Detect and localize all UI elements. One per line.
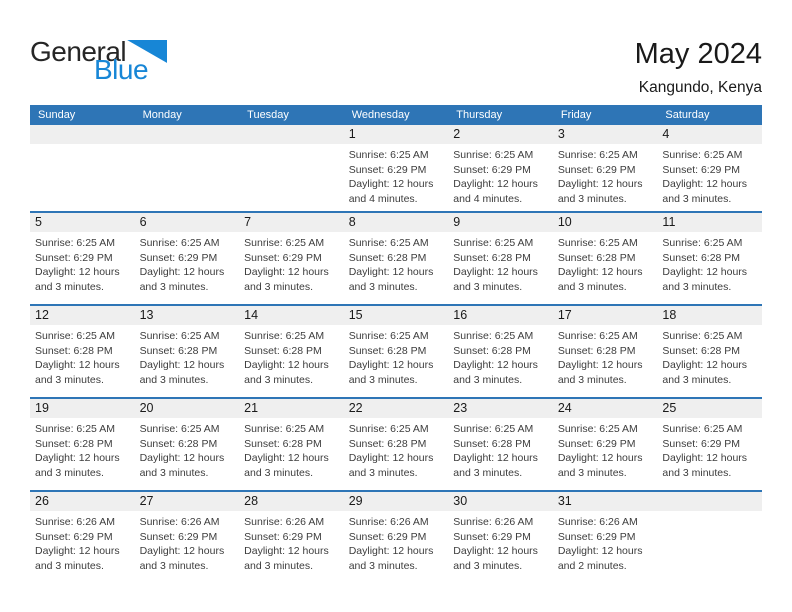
date-number: 18 <box>662 308 677 322</box>
daylight-text-line1: Daylight: 12 hours <box>348 178 434 190</box>
day-details <box>657 144 762 206</box>
day-details <box>135 418 240 480</box>
sunrise-text: Sunrise: 6:25 AM <box>557 423 638 435</box>
day-details <box>657 511 762 515</box>
calendar-day-cell <box>657 213 762 304</box>
date-number: 29 <box>348 494 363 508</box>
date-number: 5 <box>35 215 42 229</box>
daylight-text-line2: and 3 minutes. <box>662 373 732 386</box>
date-number: 19 <box>35 401 49 415</box>
sunset-text: Sunset: 6:29 PM <box>662 163 741 176</box>
sunrise-text: Sunrise: 6:25 AM <box>662 423 743 435</box>
date-strip <box>135 306 240 325</box>
calendar-day-cell <box>344 213 449 304</box>
day-details <box>553 144 658 206</box>
sunset-text: Sunset: 6:28 PM <box>35 344 113 357</box>
date-number: 11 <box>662 215 676 229</box>
day-details <box>30 232 135 294</box>
date-strip <box>553 399 658 418</box>
calendar-week-row <box>30 125 762 211</box>
date-strip <box>553 213 658 232</box>
sunset-text: Sunset: 6:28 PM <box>348 251 427 264</box>
daylight-text-line2: and 3 minutes. <box>453 559 523 572</box>
calendar-day-cell <box>239 399 344 490</box>
sunset-text: Sunset: 6:28 PM <box>453 344 531 357</box>
calendar-day-cell <box>135 492 240 583</box>
day-details <box>135 144 240 148</box>
calendar-day-cell <box>135 306 240 397</box>
date-strip <box>448 399 553 418</box>
date-strip <box>553 125 658 144</box>
sunrise-text: Sunrise: 6:26 AM <box>557 516 638 528</box>
date-strip <box>448 125 553 144</box>
date-number: 21 <box>244 401 259 415</box>
sunrise-text: Sunrise: 6:26 AM <box>35 516 115 528</box>
sunset-text: Sunset: 6:29 PM <box>139 251 218 264</box>
date-strip <box>135 492 240 511</box>
calendar-day-cell <box>448 213 553 304</box>
date-number: 23 <box>453 401 468 415</box>
sunset-text: Sunset: 6:28 PM <box>662 251 741 264</box>
daylight-text-line2: and 3 minutes. <box>348 466 418 479</box>
date-number: 22 <box>348 401 363 415</box>
sunrise-text: Sunrise: 6:25 AM <box>35 237 115 249</box>
date-strip <box>239 213 344 232</box>
day-details <box>135 232 240 294</box>
daylight-text-line1: Daylight: 12 hours <box>453 178 538 190</box>
date-strip <box>30 399 135 418</box>
daylight-text-line1: Daylight: 12 hours <box>662 452 748 464</box>
daylight-text-line1: Daylight: 12 hours <box>453 266 538 278</box>
daylight-text-line2: and 3 minutes. <box>453 466 523 479</box>
date-number: 8 <box>348 215 356 229</box>
sunset-text: Sunset: 6:29 PM <box>348 530 427 543</box>
date-strip <box>553 492 658 511</box>
daylight-text-line2: and 3 minutes. <box>557 192 627 205</box>
date-strip <box>448 213 553 232</box>
day-header: Thursday <box>456 109 503 121</box>
calendar-week-row <box>30 211 762 304</box>
calendar-day-cell <box>448 492 553 583</box>
calendar-week-row <box>30 304 762 397</box>
date-strip <box>448 492 553 511</box>
sunrise-text: Sunrise: 6:26 AM <box>453 516 534 528</box>
daylight-text-line2: and 3 minutes. <box>662 466 732 479</box>
sunrise-text: Sunrise: 6:25 AM <box>348 237 429 249</box>
day-details <box>239 511 344 573</box>
date-number: 2 <box>453 127 461 141</box>
daylight-text-line2: and 3 minutes. <box>453 373 523 386</box>
sunset-text: Sunset: 6:29 PM <box>244 530 322 543</box>
sunrise-text: Sunrise: 6:25 AM <box>557 330 638 342</box>
daylight-text-line1: Daylight: 12 hours <box>662 359 748 371</box>
daylight-text-line2: and 3 minutes. <box>139 466 209 479</box>
calendar-weeks <box>30 125 762 583</box>
calendar-day-cell <box>657 125 762 211</box>
daylight-text-line1: Daylight: 12 hours <box>453 359 538 371</box>
calendar-day-cell <box>344 399 449 490</box>
daylight-text-line2: and 3 minutes. <box>662 280 732 293</box>
calendar-day-cell <box>448 125 553 211</box>
date-number: 9 <box>453 215 461 229</box>
sunset-text: Sunset: 6:29 PM <box>557 163 636 176</box>
daylight-text-line2: and 3 minutes. <box>139 559 209 572</box>
sunrise-text: Sunrise: 6:25 AM <box>557 149 638 161</box>
calendar <box>30 105 762 583</box>
daylight-text-line2: and 3 minutes. <box>244 280 314 293</box>
daylight-text-line1: Daylight: 12 hours <box>557 452 643 464</box>
date-strip <box>135 399 240 418</box>
calendar-day-cell <box>30 213 135 304</box>
calendar-day-cell <box>553 125 658 211</box>
sunset-text: Sunset: 6:29 PM <box>139 530 218 543</box>
daylight-text-line1: Daylight: 12 hours <box>139 266 225 278</box>
calendar-day-cell <box>448 399 553 490</box>
daylight-text-line2: and 3 minutes. <box>453 280 523 293</box>
page-title: May 2024 <box>634 38 762 70</box>
calendar-day-cell <box>239 492 344 583</box>
day-details <box>135 511 240 573</box>
calendar-day-cell <box>135 125 240 211</box>
daylight-text-line2: and 3 minutes. <box>244 373 314 386</box>
sunrise-text: Sunrise: 6:25 AM <box>35 330 115 342</box>
sunrise-text: Sunrise: 6:25 AM <box>244 237 325 249</box>
daylight-text-line2: and 3 minutes. <box>35 559 104 572</box>
daylight-text-line2: and 3 minutes. <box>348 559 418 572</box>
daylight-text-line2: and 3 minutes. <box>244 466 314 479</box>
daylight-text-line2: and 3 minutes. <box>35 466 104 479</box>
date-number: 4 <box>662 127 670 141</box>
date-number: 30 <box>453 494 468 508</box>
sunrise-text: Sunrise: 6:25 AM <box>453 237 534 249</box>
calendar-week-row <box>30 397 762 490</box>
day-details <box>30 418 135 480</box>
sunset-text: Sunset: 6:29 PM <box>453 530 531 543</box>
date-number: 6 <box>139 215 147 229</box>
calendar-day-cell <box>30 306 135 397</box>
sunset-text: Sunset: 6:29 PM <box>453 163 531 176</box>
daylight-text-line2: and 3 minutes. <box>35 280 104 293</box>
sunrise-text: Sunrise: 6:25 AM <box>244 423 325 435</box>
sunset-text: Sunset: 6:29 PM <box>35 251 113 264</box>
sunrise-text: Sunrise: 6:26 AM <box>348 516 429 528</box>
date-number: 28 <box>244 494 259 508</box>
day-details <box>344 418 449 480</box>
sunset-text: Sunset: 6:28 PM <box>139 437 218 450</box>
sunset-text: Sunset: 6:28 PM <box>348 437 427 450</box>
day-details <box>239 232 344 294</box>
sunset-text: Sunset: 6:28 PM <box>453 251 531 264</box>
day-details <box>135 325 240 387</box>
day-details <box>657 325 762 387</box>
date-strip <box>657 213 762 232</box>
day-header: Tuesday <box>247 109 289 121</box>
date-strip <box>344 213 449 232</box>
date-number: 1 <box>348 127 356 141</box>
sunrise-text: Sunrise: 6:25 AM <box>139 237 220 249</box>
daylight-text-line2: and 3 minutes. <box>557 373 627 386</box>
day-details <box>448 144 553 206</box>
sunrise-text: Sunrise: 6:25 AM <box>348 149 429 161</box>
date-strip <box>135 125 240 144</box>
date-strip <box>553 306 658 325</box>
page-header <box>30 38 762 97</box>
daylight-text-line1: Daylight: 12 hours <box>348 359 434 371</box>
date-number: 16 <box>453 308 468 322</box>
date-number: 27 <box>139 494 154 508</box>
date-number: 13 <box>139 308 154 322</box>
day-details <box>448 418 553 480</box>
date-strip <box>239 492 344 511</box>
calendar-day-cell <box>30 492 135 583</box>
daylight-text-line2: and 4 minutes. <box>453 192 523 205</box>
calendar-day-cell <box>344 492 449 583</box>
calendar-day-cell <box>239 306 344 397</box>
day-details <box>553 325 658 387</box>
sunset-text: Sunset: 6:28 PM <box>139 344 218 357</box>
day-header: Wednesday <box>351 109 410 121</box>
date-number: 3 <box>557 127 565 141</box>
sunset-text: Sunset: 6:28 PM <box>348 344 427 357</box>
day-header: Monday <box>142 109 182 121</box>
daylight-text-line1: Daylight: 12 hours <box>244 359 329 371</box>
date-number: 26 <box>35 494 49 508</box>
day-details <box>344 144 449 206</box>
sunset-text: Sunset: 6:28 PM <box>244 437 322 450</box>
date-strip <box>448 306 553 325</box>
date-strip <box>239 125 344 144</box>
daylight-text-line2: and 3 minutes. <box>244 559 314 572</box>
calendar-day-cell <box>344 306 449 397</box>
general-blue-logo <box>30 38 220 96</box>
date-strip <box>30 213 135 232</box>
calendar-day-cell <box>657 399 762 490</box>
date-strip <box>344 306 449 325</box>
date-number: 7 <box>244 215 252 229</box>
day-details <box>448 325 553 387</box>
daylight-text-line1: Daylight: 12 hours <box>348 266 434 278</box>
daylight-text-line1: Daylight: 12 hours <box>557 359 643 371</box>
day-details <box>448 511 553 573</box>
day-header: Sunday <box>38 109 76 121</box>
daylight-text-line1: Daylight: 12 hours <box>35 359 120 371</box>
day-details <box>30 325 135 387</box>
date-strip <box>135 213 240 232</box>
date-strip <box>344 399 449 418</box>
sunset-text: Sunset: 6:28 PM <box>557 251 636 264</box>
sunset-text: Sunset: 6:28 PM <box>35 437 113 450</box>
date-number: 31 <box>557 494 572 508</box>
sunrise-text: Sunrise: 6:25 AM <box>348 423 429 435</box>
daylight-text-line1: Daylight: 12 hours <box>662 266 748 278</box>
sunrise-text: Sunrise: 6:25 AM <box>348 330 429 342</box>
daylight-text-line1: Daylight: 12 hours <box>244 545 329 557</box>
calendar-day-cell <box>553 306 658 397</box>
date-number: 25 <box>662 401 677 415</box>
date-number: 17 <box>557 308 572 322</box>
sunrise-text: Sunrise: 6:25 AM <box>453 423 534 435</box>
sunrise-text: Sunrise: 6:25 AM <box>662 149 743 161</box>
day-details <box>239 418 344 480</box>
calendar-week-row <box>30 490 762 583</box>
location-subtitle: Kangundo, Kenya <box>638 79 762 96</box>
sunrise-text: Sunrise: 6:25 AM <box>139 423 220 435</box>
day-details <box>553 232 658 294</box>
date-strip <box>657 492 762 511</box>
calendar-day-cell <box>657 492 762 583</box>
daylight-text-line2: and 3 minutes. <box>139 373 209 386</box>
sunrise-text: Sunrise: 6:25 AM <box>557 237 638 249</box>
date-strip <box>657 125 762 144</box>
day-header-row <box>30 105 762 125</box>
logo-general-label: General <box>30 36 127 67</box>
date-strip <box>30 306 135 325</box>
calendar-day-cell <box>239 125 344 211</box>
day-details <box>30 144 135 148</box>
daylight-text-line1: Daylight: 12 hours <box>348 452 434 464</box>
title-block <box>635 38 762 97</box>
calendar-day-cell <box>135 399 240 490</box>
sunrise-text: Sunrise: 6:25 AM <box>662 237 743 249</box>
daylight-text-line1: Daylight: 12 hours <box>139 545 225 557</box>
daylight-text-line1: Daylight: 12 hours <box>557 178 643 190</box>
daylight-text-line2: and 3 minutes. <box>139 280 209 293</box>
daylight-text-line1: Daylight: 12 hours <box>453 452 538 464</box>
daylight-text-line1: Daylight: 12 hours <box>557 545 643 557</box>
sunset-text: Sunset: 6:29 PM <box>662 437 741 450</box>
date-strip <box>239 399 344 418</box>
day-details <box>239 325 344 387</box>
day-details <box>657 232 762 294</box>
date-number: 10 <box>557 215 572 229</box>
day-details <box>344 511 449 573</box>
date-strip <box>344 492 449 511</box>
sunset-text: Sunset: 6:29 PM <box>348 163 427 176</box>
day-details <box>657 418 762 480</box>
date-strip <box>657 399 762 418</box>
sunrise-text: Sunrise: 6:25 AM <box>453 330 534 342</box>
daylight-text-line2: and 3 minutes. <box>348 373 418 386</box>
date-strip <box>344 125 449 144</box>
date-strip <box>239 306 344 325</box>
date-strip <box>30 125 135 144</box>
date-strip <box>657 306 762 325</box>
logo-text-blue: Blue <box>94 54 149 85</box>
day-details <box>553 418 658 480</box>
day-details <box>30 511 135 573</box>
date-number: 24 <box>557 401 572 415</box>
daylight-text-line1: Daylight: 12 hours <box>35 545 120 557</box>
day-header: Saturday <box>665 109 710 121</box>
daylight-text-line1: Daylight: 12 hours <box>244 452 329 464</box>
daylight-text-line1: Daylight: 12 hours <box>139 452 225 464</box>
calendar-day-cell <box>553 399 658 490</box>
day-header: Friday <box>560 109 592 121</box>
sunset-text: Sunset: 6:28 PM <box>557 344 636 357</box>
daylight-text-line2: and 4 minutes. <box>348 192 418 205</box>
sunrise-text: Sunrise: 6:26 AM <box>139 516 220 528</box>
date-number: 14 <box>244 308 259 322</box>
daylight-text-line2: and 3 minutes. <box>557 466 627 479</box>
sunset-text: Sunset: 6:29 PM <box>35 530 113 543</box>
day-details <box>553 511 658 573</box>
calendar-day-cell <box>30 399 135 490</box>
calendar-day-cell <box>553 213 658 304</box>
calendar-day-cell <box>344 125 449 211</box>
day-details <box>344 232 449 294</box>
calendar-day-cell <box>135 213 240 304</box>
daylight-text-line1: Daylight: 12 hours <box>453 545 538 557</box>
date-number: 15 <box>348 308 363 322</box>
calendar-day-cell <box>239 213 344 304</box>
sunrise-text: Sunrise: 6:25 AM <box>35 423 115 435</box>
calendar-day-cell <box>657 306 762 397</box>
daylight-text-line2: and 3 minutes. <box>35 373 104 386</box>
daylight-text-line2: and 3 minutes. <box>557 280 627 293</box>
sunrise-text: Sunrise: 6:26 AM <box>244 516 325 528</box>
daylight-text-line2: and 3 minutes. <box>348 280 418 293</box>
daylight-text-line1: Daylight: 12 hours <box>244 266 329 278</box>
day-details <box>344 325 449 387</box>
daylight-text-line2: and 3 minutes. <box>662 192 732 205</box>
daylight-text-line1: Daylight: 12 hours <box>348 545 434 557</box>
sunset-text: Sunset: 6:29 PM <box>557 437 636 450</box>
day-details <box>239 144 344 148</box>
day-details <box>448 232 553 294</box>
sunset-text: Sunset: 6:29 PM <box>244 251 322 264</box>
daylight-text-line2: and 2 minutes. <box>557 559 627 572</box>
sunrise-text: Sunrise: 6:25 AM <box>662 330 743 342</box>
daylight-text-line1: Daylight: 12 hours <box>662 178 748 190</box>
date-strip <box>30 492 135 511</box>
sunrise-text: Sunrise: 6:25 AM <box>453 149 534 161</box>
sunset-text: Sunset: 6:28 PM <box>453 437 531 450</box>
calendar-day-cell <box>30 125 135 211</box>
daylight-text-line1: Daylight: 12 hours <box>35 452 120 464</box>
sunrise-text: Sunrise: 6:25 AM <box>139 330 220 342</box>
daylight-text-line1: Daylight: 12 hours <box>35 266 120 278</box>
sunset-text: Sunset: 6:28 PM <box>244 344 322 357</box>
sunrise-text: Sunrise: 6:25 AM <box>244 330 325 342</box>
date-number: 12 <box>35 308 49 322</box>
daylight-text-line1: Daylight: 12 hours <box>557 266 643 278</box>
daylight-text-line1: Daylight: 12 hours <box>139 359 225 371</box>
calendar-day-cell <box>448 306 553 397</box>
date-number: 20 <box>139 401 154 415</box>
calendar-day-cell <box>553 492 658 583</box>
sunset-text: Sunset: 6:28 PM <box>662 344 741 357</box>
sunset-text: Sunset: 6:29 PM <box>557 530 636 543</box>
